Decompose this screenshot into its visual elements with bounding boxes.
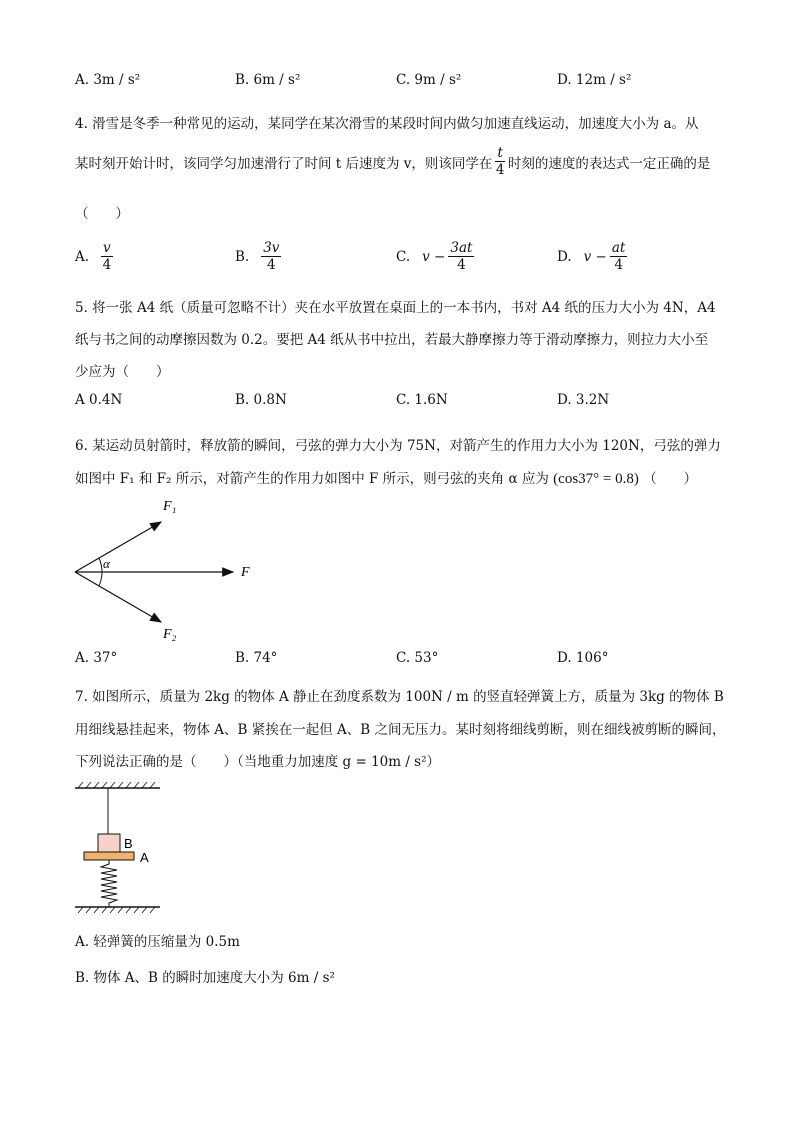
q5-option-b: B. 0.8N — [235, 392, 287, 408]
q6-option-b: B. 74° — [235, 650, 278, 666]
q4-option-a-fraction — [101, 240, 113, 273]
q4-option-a-label: A. — [75, 248, 90, 265]
q5-stem-line3: 少应为（ ） — [75, 364, 170, 380]
f1-label: F₁ — [163, 499, 177, 514]
alpha-label: α — [103, 556, 110, 571]
q6-answer-paren: （ ） — [643, 471, 698, 487]
q4-option-d-label: D. — [557, 248, 572, 265]
q4-option-d-den: 4 — [614, 257, 623, 273]
q6-option-c: C. 53° — [396, 650, 439, 666]
q4-option-d — [557, 240, 630, 273]
spring — [101, 860, 117, 907]
q7-stem-line3: 下列说法正确的是（ ）（当地重力加速度 g = 10m / s²） — [75, 754, 441, 770]
q5-option-a: A 0.4N — [75, 392, 123, 408]
q4-option-a-num: v — [103, 240, 111, 256]
f2-label: F₂ — [163, 627, 177, 642]
q5-option-d: D. 3.2N — [557, 392, 610, 408]
q6-cos-given: (cos37° = 0.8) — [553, 471, 639, 487]
q6-stem-line1: 6. 某运动员射箭时，释放箭的瞬间，弓弦的弹力大小为 75N，对箭产生的作用力大小为 120N，弓弦的弹力 — [75, 438, 721, 454]
plate-a-label: A — [140, 850, 149, 865]
q4-time-fraction — [495, 145, 504, 178]
q6-stem-line2-a: 如图中 F₁ 和 F₂ 所示，对箭产生的作用力如图中 F 所示，则弓弦的夹角 α 应为 — [75, 471, 549, 487]
q3-option-a: A. 3m / s² — [75, 72, 141, 88]
q4-option-c-fraction — [448, 240, 474, 273]
q7-stem-line1: 7. 如图所示，质量为 2kg 的物体 A 静止在劲度系数为 100N / m 的竖直轻弹簧上方，质量为 3kg 的物体 B — [75, 689, 724, 705]
q5-option-c: C. 1.6N — [396, 392, 448, 408]
ceiling-hatch — [78, 782, 155, 788]
plate-a — [84, 852, 134, 860]
q6-option-d: D. 106° — [557, 650, 609, 666]
q5-stem-line1: 5. 将一张 A4 纸（质量可忽略不计）夹在水平放置在桌面上的一本书内，书对 A4 纸的压力大小为 4N，A4 — [75, 300, 716, 316]
q4-option-a — [75, 240, 116, 273]
q4-option-b-fraction — [261, 240, 281, 273]
q4-time-fraction-num: t — [497, 145, 503, 161]
q5-stem-line2: 纸与书之间的动摩擦因数为 0.2。要把 A4 纸从书中拉出，若最大静摩擦力等于滑动摩擦力，则拉力大小至 — [75, 332, 709, 348]
f2-arrow — [75, 572, 161, 622]
q4-option-d-pre: v − — [583, 248, 607, 265]
q7-stem-line2: 用细线悬挂起来，物体 A、B 紧挨在一起但 A、B 之间无压力。某时刻将细线剪断，则在细线被剪断的瞬间， — [75, 722, 726, 738]
q4-option-d-num: at — [611, 240, 626, 256]
block-b-label: B — [124, 836, 133, 851]
q4-stem-line1: 4. 滑雪是冬季一种常见的运动，某同学在某次滑雪的某段时间内做匀加速直线运动，加速度大小为 a。从 — [75, 116, 699, 132]
q4-option-b-label: B. — [235, 248, 250, 265]
q4-time-fraction-den: 4 — [495, 162, 505, 178]
q4-option-b — [235, 240, 284, 273]
q3-option-c: C. 9m / s² — [396, 72, 462, 88]
q4-stem-line2-post: 时刻的速度的表达式一定正确的是 — [507, 155, 711, 172]
q4-option-c-pre: v − — [422, 248, 446, 265]
q4-option-d-fraction — [610, 240, 627, 273]
q6-stem-line2 — [75, 467, 697, 488]
f1-arrow — [75, 522, 161, 572]
f-label: F — [241, 565, 250, 580]
q4-option-c — [396, 240, 477, 273]
floor-hatch — [78, 907, 155, 913]
q4-option-c-label: C. — [396, 248, 411, 265]
q7-option-a: A. 轻弹簧的压缩量为 0.5m — [75, 934, 240, 950]
q4-option-c-den: 4 — [457, 257, 466, 273]
q4-stem-line2-pre: 某时刻开始计时，该同学匀加速滑行了时间 t 后速度为 v，则该同学在 — [75, 155, 493, 172]
q4-answer-paren: （ ） — [75, 206, 129, 222]
q4-stem-line2 — [75, 145, 710, 178]
q4-option-a-den: 4 — [102, 257, 112, 273]
q3-option-b: B. 6m / s² — [235, 72, 301, 88]
q4-option-c-num: 3at — [450, 240, 473, 256]
block-b — [98, 834, 120, 852]
q7-option-b: B. 物体 A、B 的瞬时加速度大小为 6m / s² — [75, 970, 335, 986]
force-diagram — [65, 492, 265, 642]
q3-option-d: D. 12m / s² — [557, 72, 632, 88]
q4-option-b-num: 3v — [263, 240, 280, 256]
spring-diagram — [70, 782, 180, 917]
q4-option-b-den: 4 — [267, 257, 276, 273]
q6-option-a: A. 37° — [75, 650, 118, 666]
